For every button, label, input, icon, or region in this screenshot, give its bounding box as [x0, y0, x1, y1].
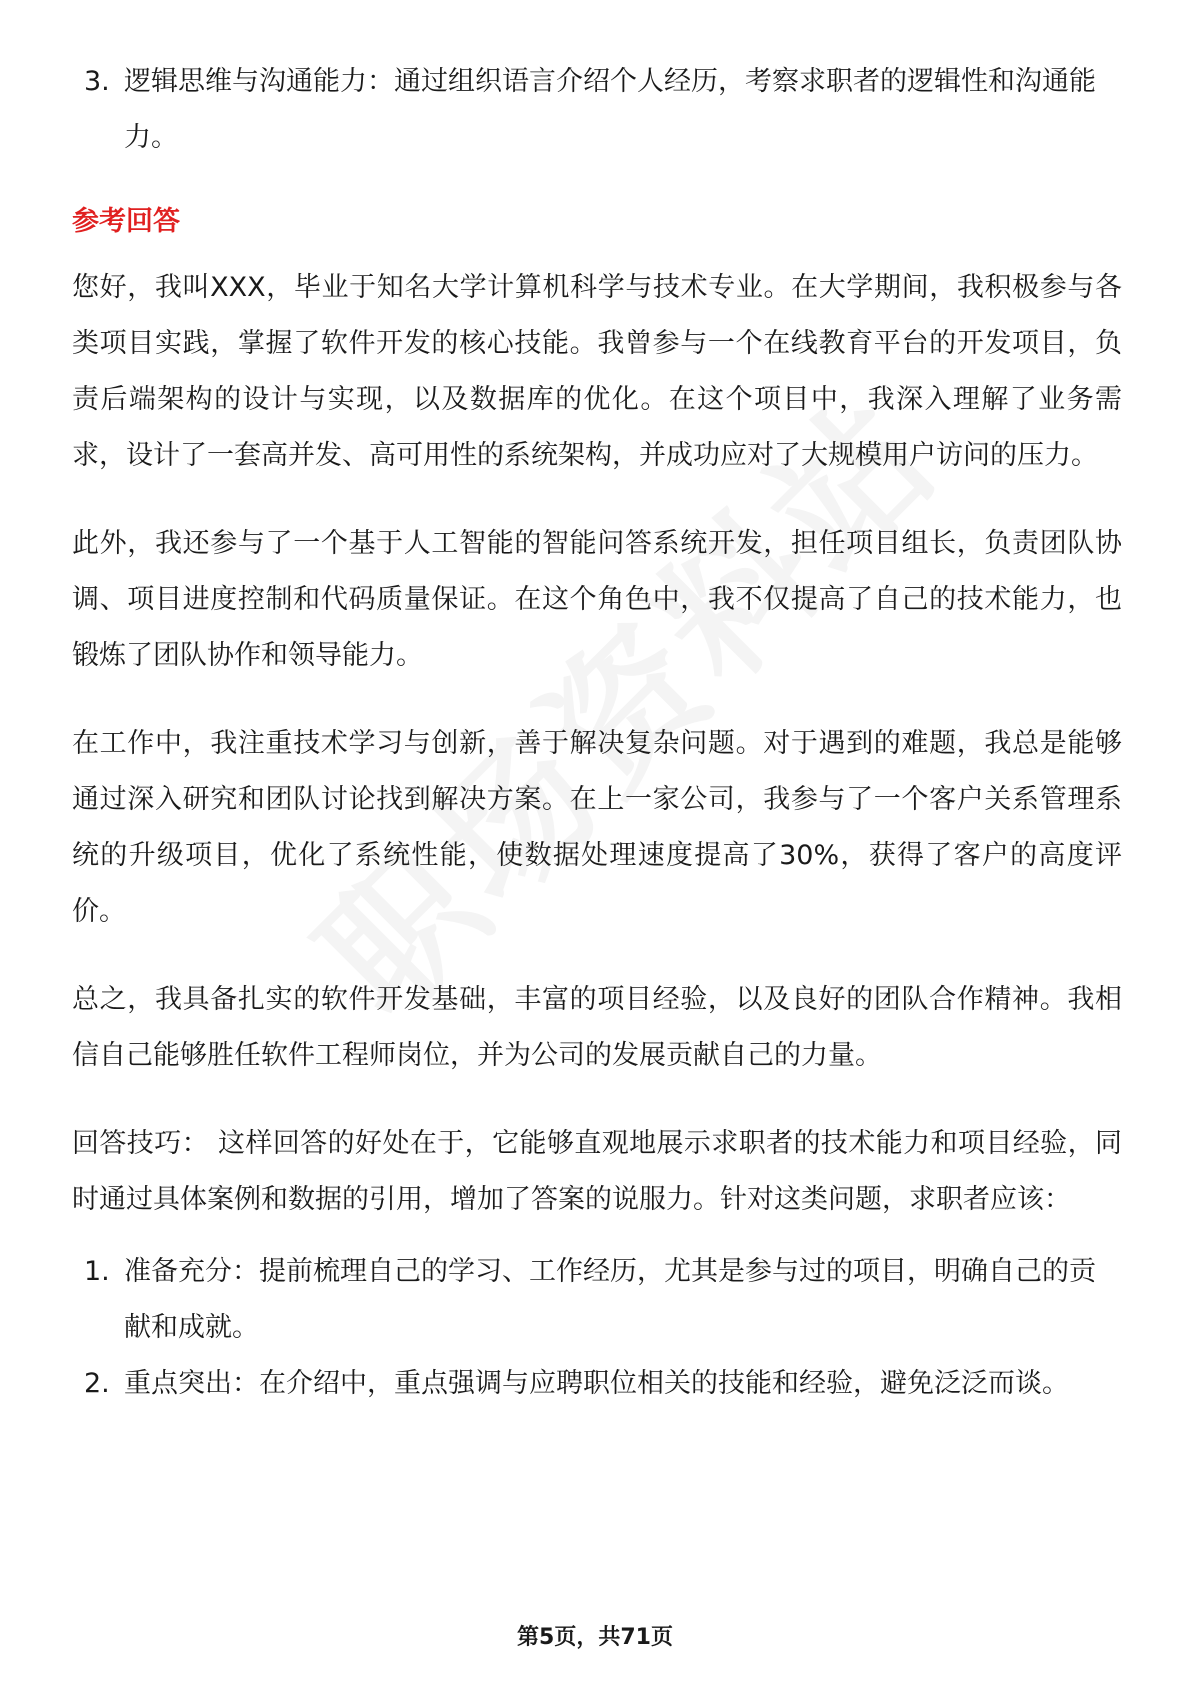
list-item: [72, 1356, 1122, 1412]
paragraph: 此外，我还参与了一个基于人工智能的智能问答系统开发，担任项目组长，负责团队协调、项目进度控制和代码质量保证。在这个角色中，我不仅提高了自己的技术能力，也锻炼了团队协作和领导能力。: [72, 528, 1122, 671]
list-item-text: 逻辑思维与沟通能力：通过组织语言介绍个人经历，考察求职者的逻辑性和沟通能力。: [124, 66, 1096, 153]
page-footer: 第5页，共71页: [517, 1625, 673, 1650]
paragraph: 在工作中，我注重技术学习与创新，善于解决复杂问题。对于遇到的难题，我总是能够通过深入研究和团队讨论找到解决方案。在上一家公司，我参与了一个客户关系管理系统的升级项目，优化了系统性能，使数据处理速度提高了30%，获得了客户的高度评价。: [72, 728, 1122, 927]
paragraph: 总之，我具备扎实的软件开发基础，丰富的项目经验，以及良好的团队合作精神。我相信自己能够胜任软件工程师岗位，并为公司的发展贡献自己的力量。: [72, 984, 1122, 1071]
list-item-number: 1.: [84, 1256, 110, 1287]
section-heading: 参考回答: [72, 206, 180, 237]
list-item-text: 准备充分：提前梳理自己的学习、工作经历，尤其是参与过的项目，明确自己的贡献和成就。: [124, 1256, 1096, 1343]
paragraph: 回答技巧： 这样回答的好处在于，它能够直观地展示求职者的技术能力和项目经验，同时通过具体案例和数据的引用，增加了答案的说服力。针对这类问题，求职者应该：: [72, 1128, 1122, 1215]
top-list: [72, 54, 1122, 166]
list-item: [72, 54, 1122, 166]
list-item-text: 重点突出：在介绍中，重点强调与应聘职位相关的技能和经验，避免泛泛而谈。: [124, 1368, 1069, 1399]
list-item: [72, 1244, 1122, 1356]
paragraph: 您好，我叫XXX，毕业于知名大学计算机科学与技术专业。在大学期间，我积极参与各类项目实践，掌握了软件开发的核心技能。我曾参与一个在线教育平台的开发项目，负责后端架构的设计与实现，以及数据库的优化。在这个项目中，我深入理解了业务需求，设计了一套高并发、高可用性的系统架构，并成功应对了大规模用户访问的压力。: [72, 272, 1122, 471]
document-body: [72, 54, 1122, 1412]
tips-list: [72, 1244, 1122, 1412]
list-item-number: 2.: [84, 1368, 110, 1399]
list-item-number: 3.: [84, 66, 110, 97]
